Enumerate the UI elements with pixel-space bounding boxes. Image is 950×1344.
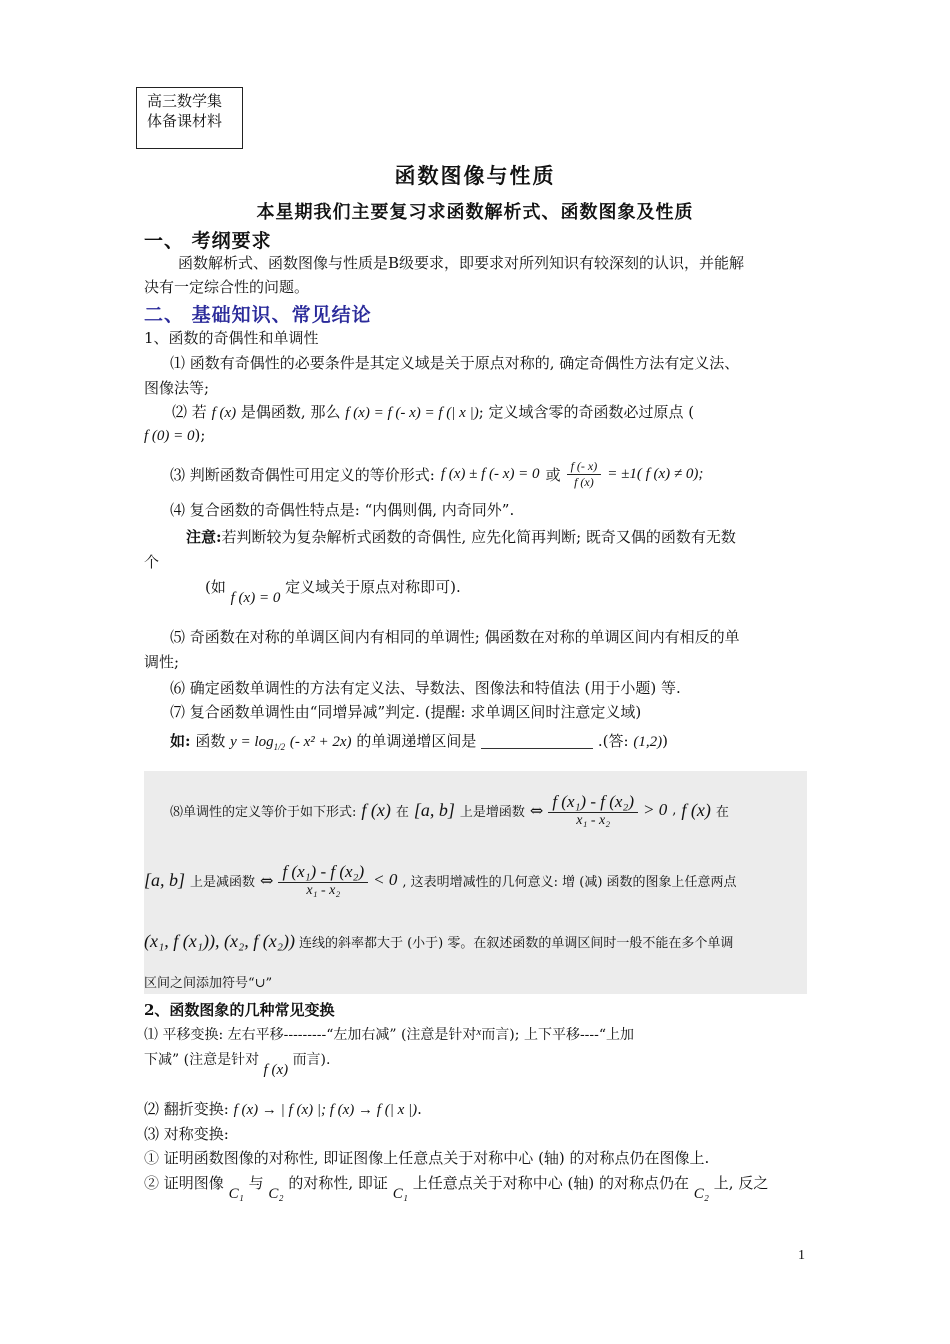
item-3-fraction-numerator: f (- x) (567, 459, 602, 475)
page-subtitle: 本星期我们主要复习求函数解析式、函数图象及性质 (256, 202, 694, 223)
item-2-prefix: ⑵ 若 (172, 403, 207, 421)
section-1-para-line2: 决有一定综合性的问题。 (144, 278, 310, 296)
transform-2 (144, 1098, 422, 1119)
item-8-denominator-2: x₁ - x₂ (306, 882, 341, 898)
item-2-origin-equation: f (0) = 0 (144, 428, 195, 444)
item-2-mid: 是偶函数, 那么 (240, 403, 341, 421)
item-8-denominator: x₁ - x₂ (576, 812, 611, 828)
section-1-para-line1: 函数解析式、函数图像与性质是B级要求，即要求对所列知识有较深刻的认识，并能解 (178, 254, 745, 272)
item-2-fx: f (x) (211, 405, 237, 421)
transform-3-item-2-and: 与 (248, 1174, 264, 1192)
item-8-iff: ⇔ (529, 800, 544, 820)
item-8-interval: [a, b] (413, 799, 455, 820)
item-1-line2: 图像法等; (144, 379, 210, 397)
item-5-line1: ⑸ 奇函数在对称的单调区间内有相同的单调性; 偶函数在对称的单调区间内有相反的单 (170, 628, 740, 646)
subsection-2-heading: 2、函数图象的几种常见变换 (144, 1001, 335, 1019)
item-8-increasing-fraction (548, 792, 638, 829)
item-8-line1 (170, 780, 729, 840)
transform-2-suffix: . (417, 1100, 422, 1118)
note-line1 (186, 526, 736, 547)
example-answer: (1,2) (633, 734, 663, 750)
note-example-prefix: (如 (205, 578, 226, 596)
item-3-fraction (567, 459, 602, 490)
item-8-line3 (144, 926, 733, 956)
item-5-line2: 调性; (144, 653, 180, 671)
transform-2-equation: f (x) → | f (x) |; f (x) → f (| x |) (233, 1102, 418, 1118)
curve-c1-2: C₁ (392, 1186, 408, 1202)
page-title: 函数图像与性质 (394, 163, 556, 188)
transform-3-item-1: ① 证明函数图像的对称性, 即证图像上任意点关于对称中心 (轴) 的对称点仍在图像上. (144, 1149, 710, 1167)
item-8-less-zero: < 0 (373, 870, 398, 889)
item-3 (170, 453, 703, 495)
transform-1-prefix: ⑴ 平移变换: 左右平移---------“左加右减” (注意是针对 (144, 1027, 477, 1043)
item-3-suffix: = ±1( f (x) ≠ 0); (607, 465, 704, 482)
item-8-numerator: f (x₁) - f (x₂) (548, 792, 638, 813)
transform-3-item-2-mid: 的对称性, 即证 (288, 1174, 388, 1192)
example-log-base: 1/2 (273, 742, 286, 752)
item-8-interval-2: [a, b] (144, 869, 186, 890)
transform-1-line2 (144, 1049, 331, 1078)
course-label-line1: 高三数学集 (147, 92, 223, 110)
example-answer-prefix: .(答: (597, 732, 629, 750)
transform-1-suffix: 而言); 上下平移----“上加 (481, 1027, 635, 1043)
transform-3: ⑶ 对称变换: (144, 1125, 229, 1143)
item-8-slope-text: 连线的斜率都大于 (小于) 零。在叙述函数的单调区间时一般不能在多个单调 (298, 935, 734, 951)
item-8-in: 在 (395, 804, 409, 820)
curve-c1: C₁ (228, 1186, 244, 1202)
item-8-decreasing: 上是减函数 (190, 874, 256, 890)
answer-blank (481, 736, 593, 749)
transform-1-line2-suffix: 而言). (292, 1052, 331, 1068)
item-2-suffix: ; 定义域含零的奇函数必过原点 ( (478, 403, 695, 421)
item-8-line2 (144, 850, 737, 910)
item-8-points: (x₁, f (x₁)), (x₂, f (x₂)) (144, 930, 295, 951)
note-line3 (205, 576, 461, 606)
subsection-1-heading: 1、函数的奇偶性和单调性 (144, 329, 319, 347)
item-8-decreasing-fraction (278, 862, 368, 899)
item-3-equation: f (x) ± f (- x) = 0 (440, 465, 540, 482)
example-prefix: 函数 (195, 732, 226, 750)
item-8-in-2: 在 (715, 804, 729, 820)
note-label: 注意: (186, 528, 222, 546)
item-3-prefix: ⑶ 判断函数奇偶性可用定义的等价形式: (170, 465, 435, 484)
section-1-heading: 一、 考纲要求 (144, 230, 272, 252)
item-1-line1: ⑴ 函数有奇偶性的必要条件是其定义域是关于原点对称的, 确定奇偶性方法有定义法、 (170, 354, 740, 372)
example-answer-suffix: ) (662, 732, 668, 750)
transform-1-line1 (144, 1024, 634, 1044)
transform-2-prefix: ⑵ 翻折变换: (144, 1100, 229, 1118)
item-2-line2 (144, 426, 205, 445)
item-8-fx: f (x) (361, 799, 391, 820)
example-question: 的单调递增区间是 (356, 732, 477, 750)
item-7: ⑺ 复合函数单调性由“同增异减”判定. (提醒: 求单调区间时注意定义域) (170, 703, 642, 721)
note-example-suffix: 定义域关于原点对称即可). (285, 578, 461, 596)
transform-3-item-2-suffix: 上, 反之 (713, 1174, 769, 1192)
note-line2: 个 (144, 553, 160, 571)
item-8-prefix: ⑻单调性的定义等价于如下形式: (170, 804, 357, 820)
item-8-fx-2: f (x) (681, 799, 711, 820)
item-3-or: 或 (545, 465, 561, 484)
transform-1-x: x (476, 1026, 482, 1038)
item-8-iff-2: ⇔ (260, 870, 274, 890)
note-example-equation: f (x) = 0 (230, 590, 281, 606)
page-number: 1 (798, 1248, 805, 1263)
example-argument: (- x² + 2x) (289, 734, 352, 750)
curve-c2: C₂ (268, 1186, 284, 1202)
example-line (170, 730, 668, 752)
course-label-box (136, 87, 243, 149)
note-text: 若判断较为复杂解析式函数的奇偶性, 应先化简再判断; 既奇又偶的函数有无数 (221, 528, 736, 546)
item-6: ⑹ 确定函数单调性的方法有定义法、导数法、图像法和特值法 (用于小题) 等. (170, 679, 681, 697)
item-2-line2-suffix: ); (194, 426, 206, 444)
section-2-heading: 二、 基础知识、常见结论 (144, 304, 372, 326)
item-3-fraction-denominator: f (x) (574, 474, 594, 489)
transform-1-fx: f (x) (263, 1062, 289, 1078)
example-log: y = log (230, 734, 274, 750)
item-8-geometric-meaning: , 这表明增减性的几何意义: 增 (减) 函数的图象上任意两点 (402, 874, 737, 890)
transform-1-line2-prefix: 下减” (注意是针对 (144, 1052, 260, 1068)
transform-3-item-2-prefix: ② 证明图像 (144, 1174, 224, 1192)
course-label-line2: 体备课材料 (147, 112, 223, 130)
item-8-numerator-2: f (x₁) - f (x₂) (278, 862, 368, 883)
transform-3-item-2 (144, 1172, 769, 1202)
item-4: ⑷ 复合函数的奇偶性特点是: “内偶则偶, 内奇同外”. (170, 501, 515, 519)
item-8-comma: , (672, 802, 677, 818)
curve-c2-2: C₂ (693, 1186, 709, 1202)
item-2-equation: f (x) = f (- x) = f (| x |) (345, 405, 479, 421)
example-label: 如: (170, 732, 191, 750)
item-8-increasing: 上是增函数 (459, 804, 525, 820)
transform-3-item-2-mid2: 上任意点关于对称中心 (轴) 的对称点仍在 (412, 1174, 689, 1192)
item-2-line1 (172, 401, 694, 422)
item-8-greater-zero: > 0 (643, 800, 668, 819)
item-8-line4: 区间之间添加符号“∪” (144, 976, 273, 991)
